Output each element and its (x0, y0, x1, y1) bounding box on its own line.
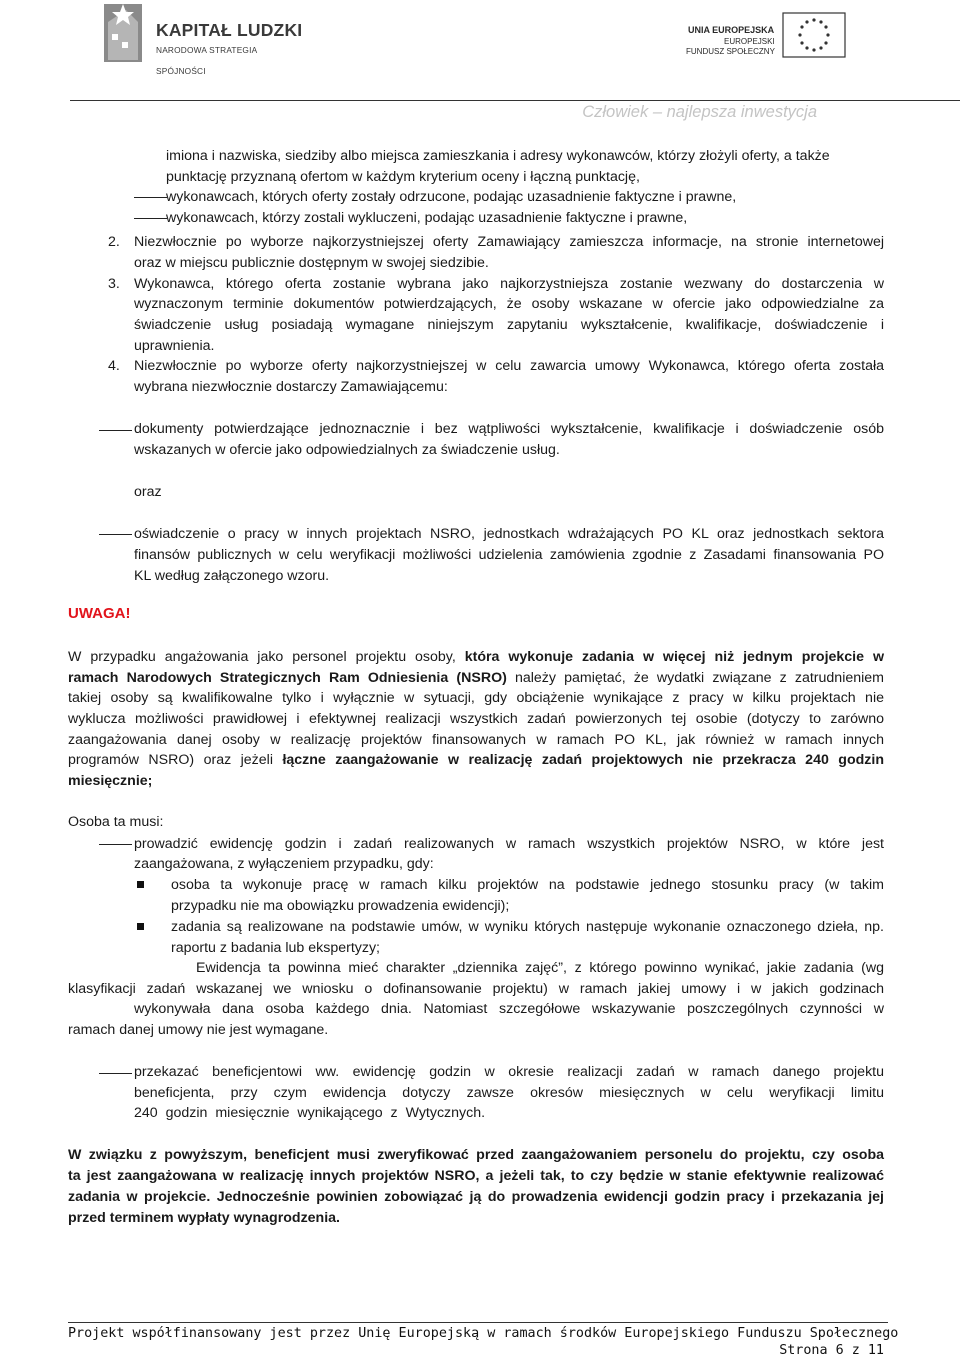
closing-paragraph-line: ta jest zaangażowana w realizację innych projektów NSRO, a jeżeli tak, to czy będzie w stanie efektywnie realizować (68, 1168, 884, 1184)
eu-logo-line2: EUROPEJSKI (724, 37, 775, 46)
dash-bullet (99, 430, 132, 431)
warning-label: UWAGA! (68, 605, 131, 622)
square-bullet-icon (137, 923, 144, 930)
paragraph-line: takiej osoby są kwalifikowalne tylko i wyłącznie w sytuacji, gdy obciążenie wynikające z pracy w kilku projektach nie (68, 690, 884, 706)
list-item: wykonawcach, którzy zostali wykluczeni, podając uzasadnienie faktyczne i prawne, (166, 210, 688, 226)
paragraph-line: zaangażowania danej osoby w realizację projektów finansowanych w ramach PO KL, jak również w ramach innych (68, 732, 884, 748)
sub-list-item: raportu z badania lub ekspertyzy; (171, 940, 380, 956)
paragraph-bold-text: ramach Narodowych Strategicznych Ram Odniesienia (NSRO) (68, 670, 507, 686)
list-continuation-line: imiona i nazwiska, siedziby albo miejsca zamieszkania i adresy wykonawców, którzy złożyli oferty, a także (166, 148, 830, 164)
paragraph-line: uprawnienia. (134, 338, 215, 354)
paragraph-line: wykonywała dana osoba każdego dnia. Natomiast szczegółowe wskazywanie poszczególnych czynności w (134, 1001, 884, 1017)
square-bullet-icon (137, 881, 144, 888)
closing-paragraph-line: zadania w projekcie. Jednocześnie powinien zobowiązać ją do prowadzenia ewidencji godzin pracy i przekazania jej (68, 1189, 884, 1205)
list-item: prowadzić ewidencję godzin i zadań realizowanych w ramach wszystkich projektów NSRO, w które jest (134, 836, 884, 852)
item-number: 2. (108, 234, 120, 250)
paragraph-line: oraz w miejscu publicznie dostępnym w swojej siedzibie. (134, 255, 489, 271)
list-item: 240 godzin miesięcznie wynikającego z Wytycznych. (134, 1105, 486, 1121)
footer-text: Projekt współfinansowany jest przez Unię Europejską w ramach środków Europejskiego Funduszu Społecznego (68, 1326, 899, 1341)
list-continuation-line: punktację przyznaną ofertom w każdym kryterium oceny i łączną punktację, (166, 169, 640, 185)
paragraph-text: należy pamiętać, że wydatki związane z zatrudnieniem (514, 670, 884, 686)
list-item: wykonawcach, których oferty zostały odrzucone, podając uzasadnienie faktyczne i prawne, (166, 189, 737, 205)
paragraph-line: klasyfikacji zadań wskazanej we wniosku o dofinansowanie projektu) w ramach jakiej umowy i w jakich godzinach (68, 981, 884, 997)
dash-bullet (134, 197, 167, 198)
item-number: 3. (108, 276, 120, 292)
eu-logo (684, 12, 854, 58)
kapital-ludzki-emblem-icon (98, 0, 154, 68)
section-intro: Osoba ta musi: (68, 814, 164, 830)
sub-list-item: osoba ta wykonuje pracę w ramach kilku projektów na podstawie jednego stosunku pracy (w takim (171, 877, 884, 893)
item-number: 4. (108, 358, 120, 374)
paragraph-bold-line: miesięcznie; (68, 773, 153, 789)
paragraph-line (68, 668, 884, 689)
sub-list-item: przypadku nie ma obowiązku prowadzenia ewidencji); (171, 898, 510, 914)
list-item: wskazanych w ofercie jako odpowiedzialnych za świadczenie usług. (134, 442, 560, 458)
page-number: Strona 6 z 11 (779, 1343, 884, 1358)
list-item: zaangażowana, z wyłączeniem przypadku, gdy: (134, 856, 434, 872)
paragraph-line: wybrana niezwłocznie dostarczy Zamawiającemu: (134, 379, 448, 395)
conjunction-text: oraz (134, 484, 162, 500)
paragraph-bold-text: łączne zaangażowanie w realizację zadań projektowych nie przekracza 240 godzin (282, 752, 885, 768)
closing-paragraph-line: W związku z powyższym, beneficjent musi zweryfikować przed zaangażowaniem personelu do projektu, czy osoba (68, 1147, 884, 1163)
list-item: beneficjenta, przy czym ewidencja dotyczy zawsze okresów miesięcznych w celu weryfikacji limitu (134, 1085, 884, 1101)
dash-bullet (99, 1073, 132, 1074)
footer-rule (68, 1322, 888, 1323)
eu-logo-line3: FUNDUSZ SPOŁECZNY (686, 47, 775, 56)
dash-bullet (99, 844, 132, 845)
paragraph-line (68, 750, 884, 771)
paragraph-line: Ewidencja ta powinna mieć charakter „dziennika zajęć”, z którego powinno wynikać, jakie zadania (wg (196, 960, 884, 976)
sub-list-item: zadania są realizowane na podstawie umów, w wyniku których następuje wykonanie oznaczonego dzieła, np. (171, 919, 884, 935)
eu-logo-line1: UNIA EUROPEJSKA (688, 25, 775, 35)
list-item: finansów publicznych w celu weryfikacji możliwości udzielenia zamówienia zgodnie z Zasadami finansowania PO (134, 547, 884, 563)
paragraph-line: Niezwłocznie po wyborze najkorzystniejszej oferty Zamawiający zamieszcza informacje, na stronie internetowej (134, 234, 884, 250)
paragraph-line: wyklucza możliwości prawidłowej i efektywnej realizacji wszystkich zadań powierzonych tej osobie (dotyczy to zarówno (68, 711, 884, 727)
list-item: dokumenty potwierdzające jednoznacznie i bez wątpliwości wykształcenie, kwalifikacje i doświadczenie osób (134, 421, 884, 437)
paragraph-line: świadczenie usług posiadają wymagane niniejszym zapytaniu wykształcenie, kwalifikacje, doświadczenie i (134, 317, 884, 333)
eu-flag-icon (782, 12, 846, 58)
paragraph-line (68, 647, 884, 668)
kapital-ludzki-logo (98, 0, 308, 76)
header-slogan: Człowiek – najlepsza inwestycja (582, 103, 817, 121)
paragraph-line: wyznaczonym terminie dokumentów potwierdzających, że osoby wskazane w ofercie jako odpowiedzialne za (134, 296, 884, 312)
list-item: przekazać beneficjentowi ww. ewidencję godzin w okresie realizacji zadań w ramach danego projektu (134, 1064, 884, 1080)
dash-bullet (99, 534, 132, 535)
paragraph-text: W przypadku angażowania jako personel projektu osoby, (68, 649, 456, 665)
paragraph-line: ramach danej umowy nie jest wymagane. (68, 1022, 329, 1038)
list-item: oświadczenie o pracy w innych projektach NSRO, jednostkach wdrażających PO KL oraz jednostkach sektora (134, 526, 884, 542)
logo-left-subtitle: NARODOWA STRATEGIA SPÓJNOŚCI (156, 45, 257, 76)
paragraph-line: Wykonawca, którego oferta zostanie wybrana jako najkorzystniejsza zostanie wezwany do dostarczenia w (134, 276, 884, 292)
header-rule (70, 100, 960, 101)
paragraph-line: Niezwłocznie po wyborze oferty najkorzystniejszej w celu zawarcia umowy Wykonawca, którego oferta została (134, 358, 884, 374)
list-item: KL według załączonego wzoru. (134, 568, 330, 584)
dash-bullet (134, 218, 167, 219)
logo-left-name: KAPITAŁ LUDZKI (156, 20, 303, 40)
paragraph-bold-text: która wykonuje zadania w więcej niż jednym projekcie w (464, 649, 884, 665)
closing-paragraph-line: przed terminem wypłaty wynagrodzenia. (68, 1210, 340, 1226)
paragraph-text: programów NSRO) oraz jeżeli (68, 752, 273, 768)
